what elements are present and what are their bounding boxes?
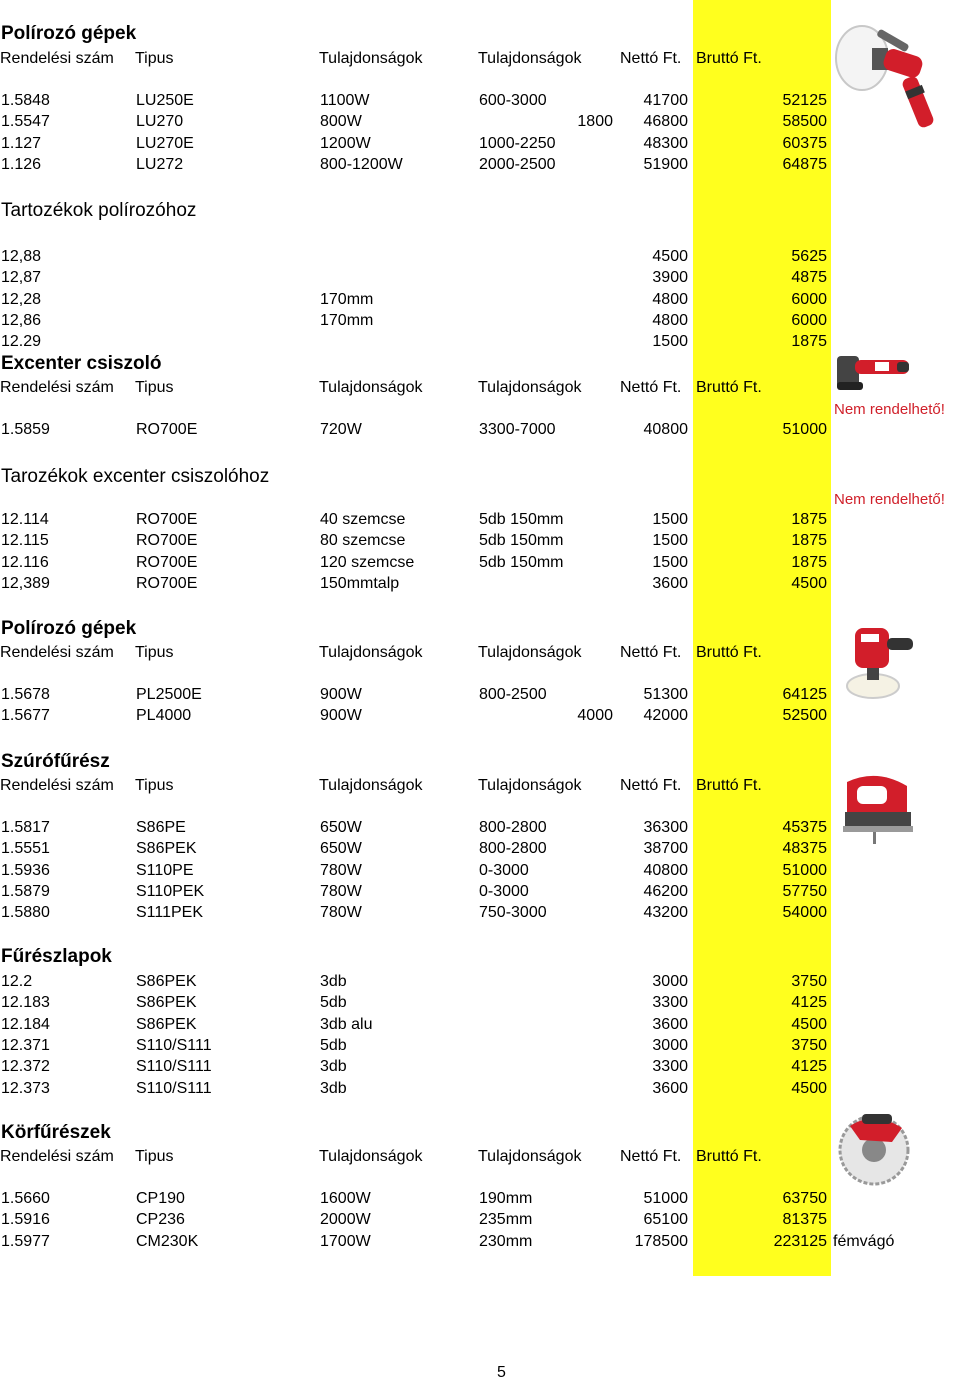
table-cell: 150mmtalp [320, 575, 400, 592]
table-cell: 12.2 [1, 973, 33, 990]
table-cell: 1.126 [1, 156, 42, 173]
table-cell: 12.116 [1, 554, 49, 571]
table-cell: 12.183 [1, 994, 50, 1011]
table-cell: 64875 [782, 156, 827, 173]
polisher-image [832, 18, 954, 138]
page-number: 5 [497, 1364, 506, 1381]
table-cell: RO700E [136, 575, 198, 592]
table-cell: 4500 [791, 1080, 827, 1097]
table-cell: 6000 [791, 312, 827, 329]
table-cell: 780W [320, 883, 362, 900]
table-cell: 12,87 [1, 269, 42, 286]
table-cell: CP190 [136, 1190, 185, 1207]
table-cell: 1875 [791, 333, 827, 350]
table-cell: 1800 [577, 113, 613, 130]
table-cell: 4800 [652, 291, 688, 308]
table-cell: 3db [320, 1058, 347, 1075]
table-cell: 1000-2250 [479, 135, 556, 152]
table-cell: 43200 [643, 904, 688, 921]
table-cell: 750-3000 [479, 904, 547, 921]
table-cell: CM230K [136, 1233, 199, 1250]
table-cell: 1.5547 [1, 113, 50, 130]
table-cell: 780W [320, 862, 362, 879]
section-title: Fűrészlapok [1, 946, 112, 967]
table-cell: 4875 [791, 269, 827, 286]
table-cell: S110/S111 [136, 1080, 212, 1097]
table-cell: 0-3000 [479, 883, 529, 900]
table-cell: 52125 [782, 92, 827, 109]
table-cell: 120 szemcse [320, 554, 415, 571]
table-cell: 6000 [791, 291, 827, 308]
table-cell: 52500 [782, 707, 827, 724]
table-cell: 1500 [652, 532, 688, 549]
table-cell: 1.127 [1, 135, 42, 152]
column-header: Bruttó Ft. [696, 50, 762, 67]
table-cell: 80 szemcse [320, 532, 406, 549]
column-header: Tulajdonságok [478, 777, 582, 794]
table-cell: 650W [320, 819, 362, 836]
table-cell: LU270 [136, 113, 184, 130]
section-title: Körfűrészek [1, 1122, 111, 1143]
table-cell: 223125 [773, 1233, 827, 1250]
table-cell: 190mm [479, 1190, 533, 1207]
table-cell: 780W [320, 904, 362, 921]
table-cell: S86PE [136, 819, 186, 836]
table-cell: 12.184 [1, 1016, 50, 1033]
column-header: Tulajdonságok [478, 379, 582, 396]
table-cell: 1.5848 [1, 92, 50, 109]
table-cell: 36300 [643, 819, 688, 836]
column-header: Tulajdonságok [319, 777, 423, 794]
section-title: Tarozékok excenter csiszolóhoz [1, 466, 270, 487]
table-cell: 12.29 [1, 333, 42, 350]
section-title: Excenter csiszoló [1, 353, 162, 374]
column-header: Tipus [135, 644, 174, 661]
table-cell: 1500 [652, 333, 688, 350]
column-header: Tulajdonságok [319, 379, 423, 396]
table-cell: 4500 [652, 248, 688, 265]
table-cell: 800-1200W [320, 156, 403, 173]
table-cell: 12.372 [1, 1058, 50, 1075]
table-cell: 1.5879 [1, 883, 50, 900]
table-cell: 1600W [320, 1190, 371, 1207]
table-cell: 3750 [791, 973, 827, 990]
table-cell: 3db alu [320, 1016, 373, 1033]
table-cell: S86PEK [136, 1016, 197, 1033]
table-cell: 230mm [479, 1233, 533, 1250]
table-cell: 1.5916 [1, 1211, 50, 1228]
table-cell: 1700W [320, 1233, 371, 1250]
table-cell: 5625 [791, 248, 827, 265]
section-title: Polírozó gépek [1, 618, 137, 639]
table-cell: 1875 [791, 511, 827, 528]
table-cell: 2000-2500 [479, 156, 556, 173]
table-cell: 235mm [479, 1211, 533, 1228]
column-header: Rendelési szám [0, 379, 114, 396]
table-cell: 12.373 [1, 1080, 50, 1097]
table-cell: 60375 [782, 135, 827, 152]
table-cell: S111PEK [136, 904, 204, 921]
table-cell: 12,389 [1, 575, 50, 592]
table-cell: 1.5817 [1, 819, 50, 836]
table-cell: 1.5678 [1, 686, 50, 703]
table-cell: 900W [320, 686, 362, 703]
table-cell: 1.5880 [1, 904, 50, 921]
table-cell: 48375 [782, 840, 827, 857]
table-cell: 1.5977 [1, 1233, 50, 1250]
table-cell: 2000W [320, 1211, 371, 1228]
table-cell: 4000 [577, 707, 613, 724]
table-cell: 45375 [782, 819, 827, 836]
table-cell: RO700E [136, 554, 198, 571]
table-cell: PL4000 [136, 707, 192, 724]
table-cell: 48300 [643, 135, 688, 152]
column-header: Rendelési szám [0, 644, 114, 661]
table-cell: S86PEK [136, 840, 197, 857]
table-cell: 170mm [320, 291, 374, 308]
table-cell: S86PEK [136, 994, 197, 1011]
table-cell: 12.114 [1, 511, 49, 528]
table-cell: 5db 150mm [479, 554, 564, 571]
table-cell: 1500 [652, 554, 688, 571]
column-header: Tipus [135, 50, 174, 67]
table-cell: 1875 [791, 532, 827, 549]
table-cell: 5db [320, 994, 347, 1011]
table-cell: LU250E [136, 92, 194, 109]
table-cell: 51300 [643, 686, 688, 703]
table-cell: 1.5660 [1, 1190, 50, 1207]
table-cell: 3750 [791, 1037, 827, 1054]
table-cell: 12.115 [1, 532, 49, 549]
column-header: Rendelési szám [0, 1148, 114, 1165]
table-cell: 81375 [782, 1211, 827, 1228]
table-cell: 3600 [652, 1080, 688, 1097]
column-header: Tulajdonságok [319, 1148, 423, 1165]
jigsaw-image [837, 772, 917, 846]
table-cell: 178500 [634, 1233, 688, 1250]
table-cell: 5db [320, 1037, 347, 1054]
table-cell: 1200W [320, 135, 371, 152]
column-header: Bruttó Ft. [696, 379, 762, 396]
table-cell: 41700 [643, 92, 688, 109]
table-cell: 40 szemcse [320, 511, 406, 528]
table-cell: 3000 [652, 973, 688, 990]
column-header: Nettó Ft. [620, 1148, 682, 1165]
table-cell: 1.5677 [1, 707, 50, 724]
section-title: Szúrófűrész [1, 751, 110, 772]
table-cell: 12,88 [1, 248, 42, 265]
column-header: Tulajdonságok [478, 644, 582, 661]
table-cell: 720W [320, 421, 362, 438]
column-header: Tulajdonságok [478, 1148, 582, 1165]
table-cell: 800-2800 [479, 819, 547, 836]
table-cell: 1100W [320, 92, 370, 109]
table-cell: RO700E [136, 421, 198, 438]
table-cell: 51900 [643, 156, 688, 173]
table-cell: 1500 [652, 511, 688, 528]
table-cell: S110/S111 [136, 1058, 212, 1075]
column-header: Rendelési szám [0, 777, 114, 794]
table-cell: 4125 [791, 994, 827, 1011]
column-header: Tipus [135, 1148, 174, 1165]
table-cell: PL2500E [136, 686, 202, 703]
table-cell: 800-2800 [479, 840, 547, 857]
table-cell: 51000 [782, 421, 827, 438]
table-cell: 42000 [643, 707, 688, 724]
table-cell: 650W [320, 840, 362, 857]
not-orderable-notice: Nem rendelhető! [834, 401, 945, 418]
table-cell: 4800 [652, 312, 688, 329]
table-cell: CP236 [136, 1211, 185, 1228]
table-cell: S110/S111 [136, 1037, 212, 1054]
table-cell: S110PEK [136, 883, 205, 900]
table-cell: RO700E [136, 511, 198, 528]
column-header: Nettó Ft. [620, 644, 682, 661]
table-cell: 3db [320, 973, 347, 990]
section-title: Tartozékok polírozóhoz [1, 200, 197, 221]
table-cell: 4500 [791, 1016, 827, 1033]
table-cell: 5db 150mm [479, 511, 564, 528]
table-cell: 3300 [652, 1058, 688, 1075]
table-cell: RO700E [136, 532, 198, 549]
table-cell: 1.5551 [1, 840, 50, 857]
table-cell: 46800 [643, 113, 688, 130]
column-header: Bruttó Ft. [696, 644, 762, 661]
column-header: Bruttó Ft. [696, 777, 762, 794]
table-cell: 3db [320, 1080, 347, 1097]
table-cell: 54000 [782, 904, 827, 921]
column-header: Nettó Ft. [620, 50, 682, 67]
table-cell: 12.371 [1, 1037, 50, 1054]
table-cell: 51000 [643, 1190, 688, 1207]
table-cell: 4500 [791, 575, 827, 592]
table-cell: 63750 [782, 1190, 827, 1207]
table-cell: 12,86 [1, 312, 42, 329]
table-cell: 64125 [782, 686, 827, 703]
table-cell: 40800 [643, 421, 688, 438]
table-cell: S86PEK [136, 973, 197, 990]
polisher-small-image [841, 620, 917, 702]
column-header: Tipus [135, 777, 174, 794]
column-header: Nettó Ft. [620, 379, 682, 396]
table-cell: 12,28 [1, 291, 42, 308]
table-cell: 0-3000 [479, 862, 529, 879]
table-cell: 900W [320, 707, 362, 724]
sander-image [835, 350, 911, 394]
table-cell: 800W [320, 113, 362, 130]
column-header: Bruttó Ft. [696, 1148, 762, 1165]
table-cell: 51000 [782, 862, 827, 879]
table-cell: 1.5859 [1, 421, 50, 438]
table-cell: 3600 [652, 575, 688, 592]
table-cell: 65100 [643, 1211, 688, 1228]
column-header: Tulajdonságok [478, 50, 582, 67]
column-header: Tipus [135, 379, 174, 396]
row-note: fémvágó [833, 1233, 895, 1250]
not-orderable-notice: Nem rendelhető! [834, 491, 945, 508]
table-cell: 38700 [643, 840, 688, 857]
table-cell: 46200 [643, 883, 688, 900]
table-cell: 3600 [652, 1016, 688, 1033]
table-cell: 58500 [782, 113, 827, 130]
table-cell: 1.5936 [1, 862, 50, 879]
section-title: Polírozó gépek [1, 23, 137, 44]
table-cell: 3900 [652, 269, 688, 286]
table-cell: 3300-7000 [479, 421, 556, 438]
column-header: Tulajdonságok [319, 644, 423, 661]
table-cell: 800-2500 [479, 686, 547, 703]
table-cell: 1875 [791, 554, 827, 571]
column-header: Tulajdonságok [319, 50, 423, 67]
column-header: Nettó Ft. [620, 777, 682, 794]
table-cell: 57750 [782, 883, 827, 900]
circular-saw-image [832, 1106, 918, 1188]
table-cell: S110PE [136, 862, 194, 879]
table-cell: 3300 [652, 994, 688, 1011]
column-header: Rendelési szám [0, 50, 114, 67]
table-cell: 170mm [320, 312, 374, 329]
table-cell: LU272 [136, 156, 184, 173]
table-cell: 40800 [643, 862, 688, 879]
table-cell: LU270E [136, 135, 194, 152]
table-cell: 4125 [791, 1058, 827, 1075]
table-cell: 600-3000 [479, 92, 547, 109]
table-cell: 3000 [652, 1037, 688, 1054]
table-cell: 5db 150mm [479, 532, 564, 549]
